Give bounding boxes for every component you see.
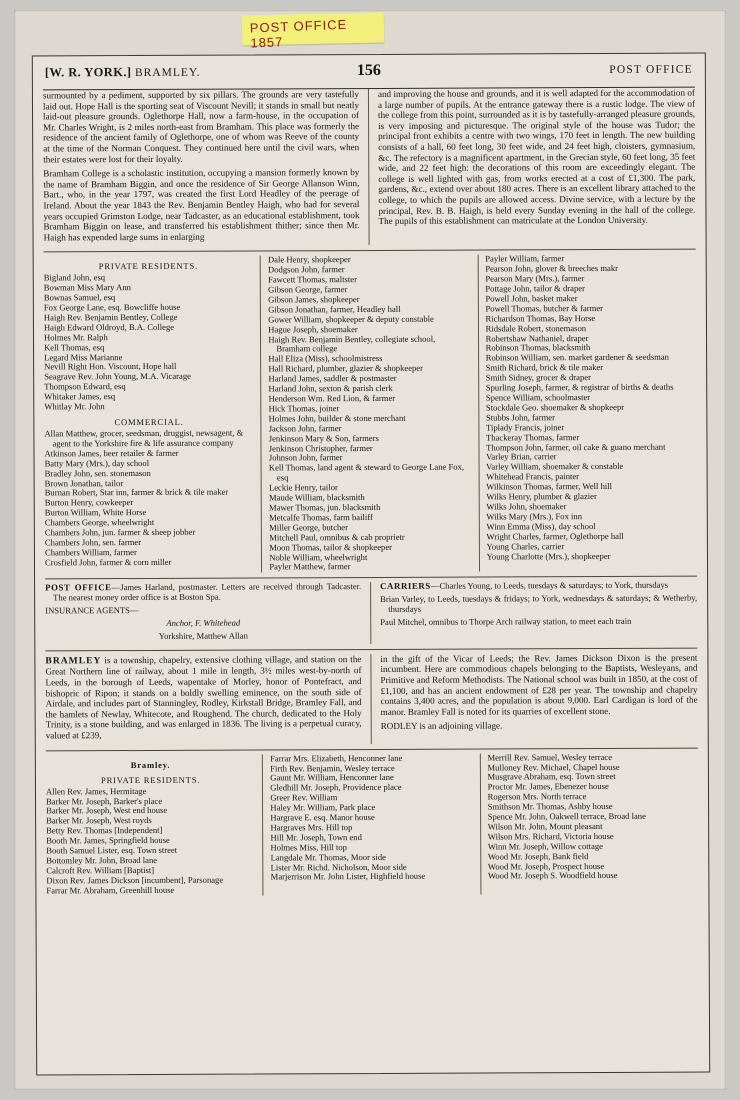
list-item: Hill Mr. Joseph, Town end (270, 831, 362, 843)
post-office-label: POST OFFICE (45, 582, 112, 593)
residents-directory (44, 254, 697, 574)
list-item: Bowman Miss Mary Ann (43, 282, 131, 293)
bramley-private-residents-heading: PRIVATE RESIDENTS. (100, 774, 201, 785)
list-item: Mitchell Paul, omnibus & cab proprietr (269, 531, 405, 543)
list-item: Stubbs John, farmer (485, 412, 555, 423)
list-item: Hall Eliza (Miss), schoolmistress (268, 353, 383, 364)
bramley-title: BRAMLEY (45, 655, 102, 667)
list-item: Yorkshire, Matthew Allan (158, 630, 248, 641)
list-item: Fawcett Thomas, maltster (268, 274, 357, 285)
list-item: Calcroft Rev. William [Baptist] (46, 864, 155, 876)
list-item: Ridsdale Robert, stonemason (485, 322, 587, 334)
list-item: Smith Richard, brick & tile maker (485, 362, 604, 373)
bramley-text-left: is a township, chapelry, extensive clothing village, and station on the Great Northern line of railway, about 1 mile in length, 3½ miles west-by-north of Leeds, in the borough of Leeds, wapentake of Morley, honor of Pontefract, and bishopric of Ripon; it stands on a boldly swelling eminence, on the south side of Airdale, and includes part of Stanningley, Rodley, Kirkstall Bridge, Bramley Fall, and the hamlets of Newlay, Whitecote, and Roughend. The church, dedicated to the Holy Trinity, is a stone building, and was enlarged in 1836. The living is a perpetual curacy, valued at £239, (45, 653, 362, 741)
list-item: Young Charlotte (Mrs.), shopkeeper (486, 550, 611, 561)
list-item: Greer Rev. William (270, 792, 338, 803)
bramley-article (45, 652, 697, 745)
list-item: Hague Joseph, shoemaker (268, 323, 358, 335)
list-item: Gower William, shopkeeper & deputy constable (268, 313, 434, 325)
list-item: Johnson John, farmer (268, 452, 343, 463)
list-item: Brian Varley, to Leeds, tuesdays & fridays; to York, wednesdays & saturdays; & Wetherby, thursdays (380, 592, 698, 615)
bramley-column-3 (480, 752, 698, 894)
list-item: Batty Mary (Mrs.), day school (44, 457, 150, 469)
list-item: Haigh Rev. Benjamin Bentley, collegiate school, Bramham college (268, 333, 436, 354)
list-item: Winn Emma (Miss), day school (486, 520, 596, 532)
list-item: Powell John, basket maker (485, 293, 578, 304)
list-item: Legard Miss Marianne (44, 351, 123, 362)
list-item: Wood Mr. Joseph S. Woodfield house (487, 870, 618, 881)
top-article-right-column (369, 88, 696, 246)
list-item: Wilkinson Thomas, farmer, Well hill (486, 481, 613, 492)
list-item: Jackson John, farmer (268, 422, 342, 434)
bramley-column-2 (263, 753, 481, 895)
directory-page (32, 53, 710, 1076)
list-item: Holmes John, builder & stone merchant (268, 412, 406, 424)
list-item: Robinson William, sen. market gardener & seedsman (485, 352, 669, 363)
list-item: Chambers John, sen. farmer (44, 536, 142, 548)
list-item: Payler Matthew, farmer (269, 561, 351, 572)
list-item: Thackeray Thomas, farmer (486, 431, 580, 443)
list-item: Robertshaw Nathaniel, draper (485, 332, 589, 344)
list-item: Bigland John, esq (43, 272, 106, 283)
post-office-entry (45, 582, 361, 603)
list-item: Pottage John, tailor & draper (485, 283, 585, 294)
list-item: Bownas Samuel, esq (43, 292, 116, 303)
list-item: Dixon Rev. James Dickson [incumbent], Parsonage (46, 874, 224, 886)
list-item: Haigh Rev. Benjamin Bentley, College (43, 311, 178, 323)
list-item: Bradley John, sen. stonemason (44, 467, 151, 479)
list-item: Atkinson James, beer retailer & farmer (44, 447, 179, 459)
bramley-place-heading: Bramley. (130, 759, 171, 770)
insurance-agents-label: INSURANCE AGENTS— (45, 605, 139, 616)
page-number: 156 (356, 61, 381, 80)
list-item: Wilks John, shoemaker (486, 501, 567, 512)
list-item: Burnan Robert, Star inn, farmer & brick & tile maker (44, 487, 229, 498)
list-item: Wilks Henry, plumber & glazier (486, 491, 597, 502)
rodley-note: RODLEY is an adjoining village. (380, 720, 503, 732)
commercial-heading: COMMERCIAL. (114, 416, 184, 428)
list-item: Seagrave Rev. John Young, M.A. Vicarage (44, 371, 191, 382)
list-item: Henderson Wm. Red Lion, & farmer (268, 392, 396, 404)
divider (46, 747, 698, 751)
list-item: Mulloney Rev. Michael, Chapel house (487, 761, 620, 772)
list-item: Thompson Edward, esq (44, 381, 126, 392)
list-item: Wright Charles, farmer, Oglethorpe hall (486, 530, 624, 542)
list-item: Wilks Mary (Mrs.), Fox inn (486, 510, 583, 522)
list-item: Chambers John, jun. farmer & sheep jobber (44, 526, 196, 538)
carriers-block (371, 581, 697, 644)
divider (45, 576, 697, 580)
list-item: Thompson John, farmer, oil cake & guano merchant (486, 441, 666, 453)
carriers-label: CARRIERS (380, 581, 431, 592)
list-item: Mawer Thomas, jun. blacksmith (269, 501, 381, 513)
list-item: Noble William, wheelwright (269, 551, 368, 562)
list-item: Pearson John, glover & breeches makr (485, 263, 619, 274)
sticky-note-text: POST OFFICE 1857 (249, 16, 348, 51)
list-item: Haley Mr. William, Park place (270, 802, 376, 813)
list-item: Allen Rev. James, Hermitage (45, 785, 147, 797)
bramley-column-1 (46, 754, 264, 896)
list-item: Kell Thomas, esq (44, 341, 105, 353)
top-article-left-column (43, 89, 370, 247)
list-item: Booth Samuel Lister, esq. Town street (46, 844, 178, 856)
list-item: Firth Rev. Benjamin, Wesley terrace (270, 762, 395, 773)
list-item: Young Charles, carrier (486, 540, 565, 552)
list-item: Burton William, White Horse (44, 507, 147, 518)
list-item: Smithson Mr. Thomas, Ashby house (487, 801, 613, 812)
list-item: Harland John, sexton & parish clerk (268, 382, 393, 394)
list-item: Miller George, butcher (269, 521, 349, 533)
list-item: Holmes Mr. Ralph (43, 331, 108, 343)
list-item: Booth Mr. James, Springfield house (46, 835, 170, 846)
list-item: Barker Mr. Joseph, West end house (46, 805, 168, 816)
list-item: Hargraves Mrs. Hill top (270, 822, 353, 833)
paragraph: Bramham College is a scholastic institution, occupying a mansion formerly known by the name of Bramham Biggin, and once the residence of Sir George Allanson Winn, Bart., who, in the year 1797, was created the first Lord Headley of the peerage of Ireland. About the year 1843 the Rev. Benjamin Bentley Haigh, who had for several years occupied Grimston Lodge, near Tadcaster, as an educational establishment, took Bramham Biggin on lease, and transferred his establishment thither; since then Mr. Haigh has expended large sums in enlarging (43, 167, 360, 243)
list-item: Merrill Rev. Samuel, Wesley terrace (487, 751, 613, 763)
list-item: Powell Thomas, butcher & farmer (485, 302, 603, 314)
list-item: Brown Jonathan, tailor (44, 477, 124, 488)
list-item: Harland James, saddler & postmaster (268, 373, 397, 384)
list-item: Spence William, schoolmaster (485, 392, 591, 403)
post-office-text: —James Harland, postmaster. Letters are received through Tadcaster. The nearest money order office is at Boston Spa. (53, 581, 362, 603)
list-item: Metcalfe Thomas, farm bailiff (269, 511, 373, 523)
divider (44, 249, 696, 253)
residents-column-3 (478, 254, 697, 572)
list-item: Gibson James, shopkeeper (268, 293, 360, 305)
list-item: Chambers George, wheelwright (44, 517, 155, 528)
list-item: Leckie Henry, tailor (268, 482, 338, 493)
post-office-block (45, 582, 371, 645)
divider (45, 647, 697, 651)
list-item: Kell Thomas, land agent & steward to George Lane Fox, esq (268, 461, 465, 483)
list-item: Dodgson John, farmer (267, 264, 345, 275)
page-header (43, 61, 695, 91)
list-item: Paul Mitchel, omnibus to Thorpe Arch railway station, to meet each train (380, 615, 632, 627)
carriers-entry (380, 581, 697, 592)
list-item: Jenkinson Mary & Son, farmers (268, 432, 379, 444)
list-item: Robinson Thomas, blacksmith (485, 342, 591, 353)
list-item: Moon Thomas, tailor & shopkeeper (269, 541, 393, 553)
private-residents-heading: PRIVATE RESIDENTS. (98, 261, 198, 272)
header-right: POST OFFICE (609, 63, 693, 76)
list-item: Gaunt Mr. William, Henconner lane (270, 772, 394, 783)
list-item: Betty Rev. Thomas [Independent] (46, 825, 163, 836)
list-item: Gibson George, farmer (268, 284, 348, 295)
list-item: Farrar Mr. Abraham, Greenhill house (46, 884, 175, 896)
list-item: Varley Brian, carrier (486, 451, 557, 462)
sticky-note (242, 13, 385, 51)
residents-column-2 (261, 255, 480, 573)
list-item: Stockdale Geo. shoemaker & shopkeepr (485, 401, 625, 413)
list-item: Barker Mr. Joseph, Barker's place (46, 795, 163, 806)
list-item: Anchor, F. Whitehead (166, 617, 241, 628)
list-item: Richardson Thomas, Bay Horse (485, 312, 596, 324)
list-item: Wood Mr. Joseph, Prospect house (487, 860, 605, 872)
list-item: Payler William, farmer (485, 253, 565, 264)
list-item: Fox George Lane, esq. Bowcliffe house (43, 301, 181, 313)
list-item: Haigh Edward Oldroyd, B.A. College (43, 321, 175, 333)
list-item: Holmes Miss, Hill top (270, 841, 347, 853)
header-county-code: [W. R. YORK.] (44, 65, 132, 80)
list-item: Crosfield John, farmer & corn miller (44, 556, 172, 568)
list-item: Spence Mr. John, Oakwell terrace, Broad lane (487, 810, 646, 822)
bramley-article-left (45, 654, 371, 745)
list-item: Spurling Joseph, farmer, & registrar of births & deaths (485, 381, 674, 393)
list-item: Wilson Mrs. Richard, Victoria house (487, 830, 614, 842)
list-item: Gledhill Mr. Joseph, Providence place (270, 782, 402, 793)
list-item: Winn Mr. Joseph, Willow cottage (487, 840, 604, 852)
list-item: Dale Henry, shopkeeper (267, 254, 351, 265)
list-item: Barker Mr. Joseph, West royds (46, 815, 152, 826)
paragraph: and improving the house and grounds, and it is well adapted for the accommodation of a large number of pupils. At the entrance gateway there is a rustic lodge. The view of the college from this point, surrounded as it is by tastefully-arranged pleasure grounds, is very imposing and picturesque. The original style of the house was Tudor; the principal front exhibits a centre with two wings, 170 feet in length. The new building consists of a hall, 60 feet long, 30 feet wide, and 24 feet high, cloisters, gymnasium, &c. The refectory is a magnificent apartment, in the Grecian style, 60 feet long, 35 feet wide, and 22 feet high: the decorations of this room are exceedingly elegant. The college is well lighted with gas, from works erected at a cost of £1,300. The park, gardens, &c., extend over about 180 acres. There is an excellent library attached to the college, to which the pupils are allowed access. Divine service, with a lecture by the principal, Rev. B. B. Haigh, is held every Sunday evening in the hall of the college. The pupils of this establishment can matriculate at the London University. (377, 87, 696, 227)
post-office-carriers (45, 581, 697, 645)
list-item: Whitehead Francis, painter (486, 471, 580, 482)
list-item: Wood Mr. Joseph, Bank field (487, 850, 589, 862)
header-left (45, 65, 201, 81)
list-item: Marjerrison Mr. John Lister, Highfield house (270, 871, 426, 882)
carriers-text: —Charles Young, to Leeds, tuesdays & saturdays; to York, thursdays (430, 580, 669, 592)
bramley-article-right (371, 652, 697, 743)
list-item: Hick Thomas, joiner (268, 403, 340, 414)
bramley-residents-directory (46, 752, 699, 896)
list-item: Burton Henry, cowkeeper (44, 497, 134, 508)
list-item: Langdale Mr. Thomas, Moor side (270, 851, 386, 863)
list-item: Proctor Mr. James, Ebenezer house (487, 781, 609, 792)
list-item: Farrar Mrs. Elizabeth, Henconner lane (270, 752, 403, 764)
paragraph (45, 654, 361, 741)
list-item: Hargrave E. esq. Manor house (270, 812, 375, 823)
list-item: Tiplady Francis, joiner (485, 421, 565, 433)
paragraph: surmounted by a pediment, supported by six pillars. The grounds are very tastefully laid out. Hope Hall is the sporting seat of Viscount Nevill; it stands in small but neatly laid-out pleasure grounds. Oglethorpe Hall, now a farm-house, in the occupation of Mr. Charles Wright, is 2 miles north-east from Bramham. This place was formerly the residence of the ancient family of Oglethorpe, one of whom was Reeve of the county at the time of the Norman Conquest. They continued here until the civil wars, when their estates were lost for their loyalty. (42, 89, 360, 164)
list-item: Allan Matthew, grocer, seedsman, druggist, newsagent, & agent to the Yorkshire fire & life assurance company (44, 427, 244, 449)
list-item: Bottomley Mr. John, Broad lane (46, 854, 158, 866)
paragraph: in the gift of the Vicar of Leeds; the Rev. James Dickson Dixon is the present incumbent. Here are commodious chapels belonging to the Baptists, Wesleyans, and Primitive and Reform Methodists. The National school was built in 1850, at the cost of £1,100, and has an ancient endowment of £28 per year. The township and chapelry contains 3,400 acres, and the population is about 9,000. Earl Cardigan is lord of the manor. Bramley Fall is noted for its quarries of excellent stone. (380, 652, 698, 717)
list-item: Nevill Right Hon. Viscount, Hope hall (44, 361, 177, 372)
list-item: Pearson Mary (Mrs.), farmer (485, 273, 585, 284)
list-item: Wilson Mr. John, Mount pleasant (487, 820, 603, 832)
list-item: Hall Richard, plumber, glazier & shopkeeper (268, 363, 423, 374)
list-item: Jenkinson Christopher, farmer (268, 442, 373, 453)
list-item: Maude William, blacksmith (268, 492, 365, 503)
list-item: Whitaker James, esq (44, 391, 116, 402)
list-item: Lister Mr. Richd. Nicholson, Moor side (270, 861, 407, 873)
list-item: Gibson Jonathan, farmer, Headley hall (268, 303, 401, 315)
list-item: Musgrave Abraham, esq. Town street (487, 771, 616, 782)
list-item: Varley William, shoemaker & constable (486, 461, 624, 472)
residents-column-1 (44, 256, 263, 574)
list-item: Chambers William, farmer (44, 546, 137, 558)
list-item: Smith Sidney, grocer & draper (485, 372, 591, 383)
top-article (43, 88, 696, 247)
list-item: Rogerson Mrs. North terrace (487, 791, 587, 802)
header-place: BRAMLEY. (134, 66, 201, 80)
list-item: Whitlay Mr. John (44, 401, 105, 412)
